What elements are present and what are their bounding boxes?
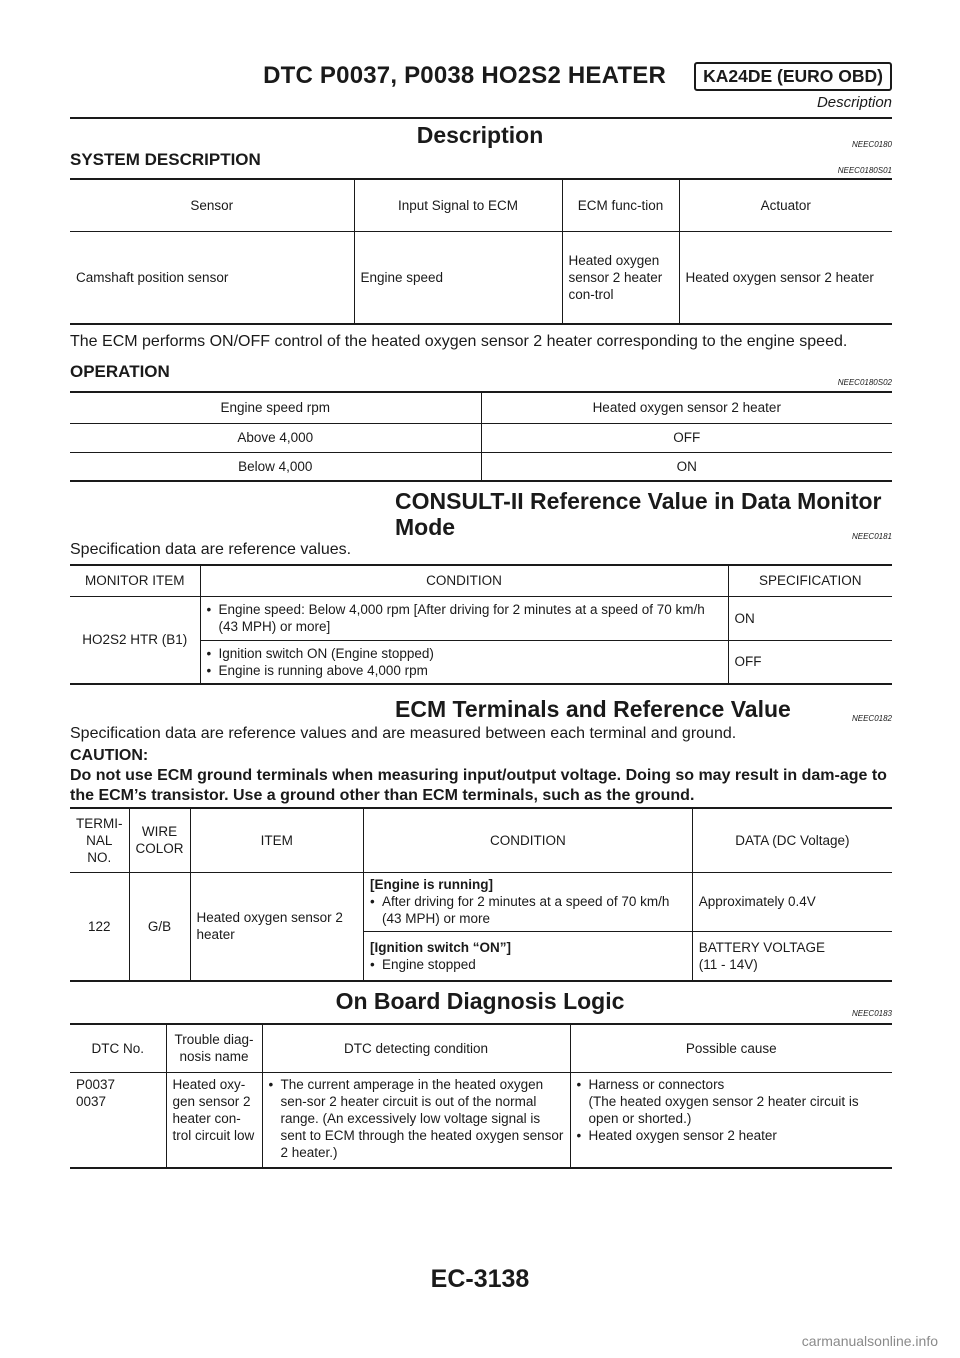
table-cell: Above 4,000 <box>70 423 481 452</box>
condition-title: [Ignition switch “ON”] <box>369 939 511 955</box>
watermark-site: carmanualsonline.info <box>801 1333 938 1349</box>
monitor-item-cell: HO2S2 HTR (B1) <box>70 596 200 684</box>
consult-title-line2: Mode <box>395 514 456 540</box>
header-cell: DTC No. <box>70 1024 166 1072</box>
system-description-table <box>70 178 892 325</box>
table-cell: Below 4,000 <box>70 452 481 481</box>
bullet-icon: • <box>206 662 212 678</box>
caution-block <box>70 746 892 806</box>
consult-code: NEEC0181 <box>851 532 892 541</box>
header-cell: CONDITION <box>200 565 728 596</box>
description-title: Description <box>416 122 544 148</box>
possible-cause-cell <box>570 1072 892 1168</box>
condition-text: After driving for 2 minutes at a speed of 70 km/h (43 MPH) or more <box>381 894 670 926</box>
bullet-icon: • <box>206 645 212 661</box>
item-cell: Heated oxygen sensor 2 heater <box>190 872 363 981</box>
condition-text: Ignition switch ON (Engine stopped) <box>218 645 434 661</box>
diagnosis-name-cell: Heated oxy-gen sensor 2 heater con-trol circuit low <box>166 1072 262 1168</box>
data-cell <box>692 931 892 981</box>
table-cell: Camshaft position sensor <box>70 231 354 324</box>
operation-code: NEEC0180S02 <box>837 378 892 387</box>
header-cell: SPECIFICATION <box>728 565 892 596</box>
caution-label: CAUTION: <box>70 747 149 764</box>
header-cell: Input Signal to ECM <box>354 179 562 231</box>
cause-text: Heated oxygen sensor 2 heater <box>588 1127 777 1143</box>
cause-text: (The heated oxygen sensor 2 heater circuit is open or shorted.) <box>588 1093 859 1126</box>
detecting-condition-cell <box>262 1072 570 1168</box>
ecm-terminals-table <box>70 807 892 982</box>
condition-title: [Engine is running] <box>369 877 493 892</box>
header-cell: Trouble diag-nosis name <box>166 1024 262 1072</box>
table-cell: OFF <box>481 423 892 452</box>
system-description-paragraph: The ECM performs ON/OFF control of the heated oxygen sensor 2 heater corresponding to the engine speed. <box>70 333 848 350</box>
obd-logic-table <box>70 1023 892 1169</box>
bullet-icon: • <box>369 894 375 909</box>
bullet-icon: • <box>268 1076 274 1092</box>
header-cell: Sensor <box>70 179 354 231</box>
system-description-code: NEEC0180S01 <box>837 166 892 175</box>
condition-text: Engine stopped <box>381 956 476 972</box>
header-cell: Engine speed rpm <box>70 392 481 423</box>
condition-text: The current amperage in the heated oxygen sen-sor 2 heater circuit is out of the normal range. (An excessively low voltage signal is sent to ECM through the heated oxygen sensor 2 heater.) <box>280 1076 564 1160</box>
header-cell: WIRE COLOR <box>129 808 190 872</box>
header-cell: DTC detecting condition <box>262 1024 570 1072</box>
engine-badge: KA24DE (EURO OBD) <box>694 62 892 91</box>
page-header <box>70 60 892 118</box>
cause-text: Harness or connectors <box>588 1076 725 1092</box>
spec-cell: OFF <box>728 640 892 684</box>
consult-table <box>70 564 892 685</box>
spec-cell: ON <box>728 596 892 640</box>
caution-text: Do not use ECM ground terminals when measuring input/output voltage. Doing so may result in dam-age to the ECM’s transistor. Use a ground other than ECM terminals, such as the ground. <box>70 767 887 804</box>
ecm-terminals-note: Specification data are reference values and are measured between each terminal and ground. <box>70 725 737 742</box>
consult-note: Specification data are reference values. <box>70 541 352 558</box>
consult-title <box>395 488 882 540</box>
bullet-icon: • <box>576 1076 582 1092</box>
header-cell: ECM func-tion <box>562 179 679 231</box>
header-cell: MONITOR ITEM <box>70 565 200 596</box>
header-subtitle: Description <box>816 94 892 111</box>
condition-cell <box>200 640 728 684</box>
bullet-icon: • <box>369 956 375 972</box>
header-cell: ITEM <box>190 808 363 872</box>
system-description-heading: SYSTEM DESCRIPTION <box>70 150 261 169</box>
header-cell: TERMI-NAL NO. <box>70 808 129 872</box>
description-code: NEEC0180 <box>851 140 892 149</box>
data-line: BATTERY VOLTAGE <box>698 939 825 955</box>
table-cell: Heated oxygen sensor 2 heater con-trol <box>562 231 679 324</box>
dtc-line: P0037 <box>76 1076 116 1092</box>
wire-cell: G/B <box>129 872 190 981</box>
table-cell: Engine speed <box>354 231 562 324</box>
header-rule <box>70 117 892 119</box>
ecm-terminals-title: ECM Terminals and Reference Value <box>395 696 791 722</box>
header-title: DTC P0037, P0038 HO2S2 HEATER <box>263 62 666 89</box>
header-cell: CONDITION <box>363 808 692 872</box>
operation-table <box>70 391 892 482</box>
ecm-terminals-code: NEEC0182 <box>851 714 892 723</box>
bullet-icon: • <box>576 1127 582 1143</box>
table-cell: Heated oxygen sensor 2 heater <box>679 231 892 324</box>
bullet-icon: • <box>206 602 212 617</box>
data-cell: Approximately 0.4V <box>692 872 892 931</box>
data-line: (11 - 14V) <box>698 956 758 972</box>
header-cell: Heated oxygen sensor 2 heater <box>481 392 892 423</box>
consult-title-line1: CONSULT-II Reference Value in Data Monitor <box>395 488 882 514</box>
obd-logic-title: On Board Diagnosis Logic <box>335 988 625 1014</box>
header-cell: Possible cause <box>570 1024 892 1072</box>
dtc-cell <box>70 1072 166 1168</box>
table-cell: ON <box>481 452 892 481</box>
operation-heading: OPERATION <box>70 362 170 381</box>
condition-cell <box>363 872 692 931</box>
header-cell: DATA (DC Voltage) <box>692 808 892 872</box>
condition-cell <box>200 596 728 640</box>
obd-logic-code: NEEC0183 <box>851 1009 892 1018</box>
header-cell: Actuator <box>679 179 892 231</box>
condition-text: Engine speed: Below 4,000 rpm [After driving for 2 minutes at a speed of 70 km/h (43 MPH) or more] <box>218 602 705 634</box>
condition-text: Engine is running above 4,000 rpm <box>218 662 428 678</box>
condition-cell <box>363 931 692 981</box>
dtc-line: 0037 <box>76 1093 107 1109</box>
page-number: EC-3138 <box>430 1265 530 1293</box>
terminal-cell: 122 <box>70 872 129 981</box>
